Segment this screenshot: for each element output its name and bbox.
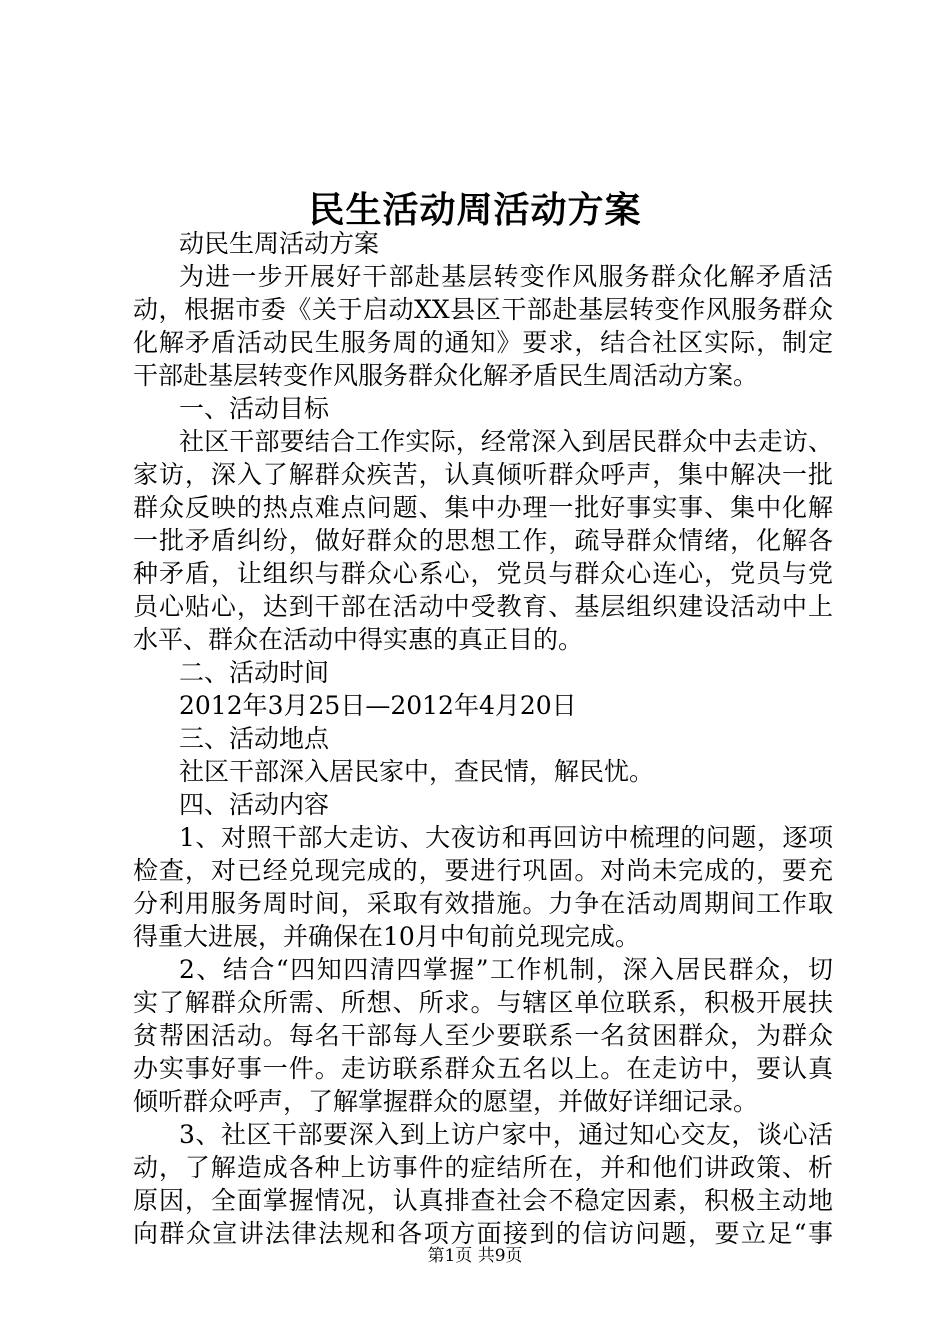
text-line: 群众反映的热点难点问题、集中办理一批好事实事、集中化解 xyxy=(133,493,833,522)
text-line: 办实事好事一件。走访联系群众五名以上。在走访中，要认真 xyxy=(133,1054,833,1083)
text-line: 社区干部要结合工作实际，经常深入到居民群众中去走访、 xyxy=(179,427,833,456)
text-line: 一批矛盾纠纷，做好群众的思想工作，疏导群众情绪，化解各 xyxy=(133,526,833,555)
text-line: 员心贴心，达到干部在活动中受教育、基层组织建设活动中上 xyxy=(133,592,833,621)
text-line: 种矛盾，让组织与群众心系心，党员与群众心连心，党员与党 xyxy=(133,559,833,588)
text-line: 二、活动时间 xyxy=(179,658,330,687)
text-line: 三、活动地点 xyxy=(179,724,330,753)
text-line: 贫帮困活动。每名干部每人至少要联系一名贫困群众，为群众 xyxy=(133,1021,833,1050)
text-line: 2012年3月25日—2012年4月20日 xyxy=(179,691,577,720)
text-line: 一、活动目标 xyxy=(179,394,330,423)
text-line: 动民生周活动方案 xyxy=(179,229,380,258)
text-line: 动，了解造成各种上访事件的症结所在，并和他们讲政策、析 xyxy=(133,1153,833,1182)
text-line: 四、活动内容 xyxy=(179,790,330,819)
text-line: 为进一步开展好干部赴基层转变作风服务群众化解矛盾活 xyxy=(179,262,833,291)
text-line: 3、社区干部要深入到上访户家中，通过知心交友，谈心活 xyxy=(179,1120,833,1149)
text-line: 干部赴基层转变作风服务群众化解矛盾民生周活动方案。 xyxy=(133,361,759,390)
document-title: 民生活动周活动方案 xyxy=(308,189,642,231)
document-body xyxy=(133,227,833,1250)
text-line: 向群众宣讲法律法规和各项方面接到的信访问题，要立足“事 xyxy=(133,1219,833,1248)
text-line: 水平、群众在活动中得实惠的真正目的。 xyxy=(133,625,584,654)
text-line: 分利用服务周时间，采取有效措施。力争在活动周期间工作取 xyxy=(133,889,833,918)
text-line: 实了解群众所需、所想、所求。与辖区单位联系，积极开展扶 xyxy=(133,988,833,1017)
text-line: 2、结合“四知四清四掌握”工作机制，深入居民群众，切 xyxy=(179,955,833,984)
text-line: 得重大进展，并确保在10月中旬前兑现完成。 xyxy=(133,922,640,951)
text-line: 原因，全面掌握情况，认真排查社会不稳定因素，积极主动地 xyxy=(133,1186,833,1215)
text-line: 动，根据市委《关于启动XX县区干部赴基层转变作风服务群众 xyxy=(133,295,833,324)
text-line: 化解矛盾活动民生服务周的通知》要求，结合社区实际，制定 xyxy=(133,328,833,357)
text-line: 1、对照干部大走访、大夜访和再回访中梳理的问题，逐项 xyxy=(179,823,833,852)
page-footer: 第1页 共9页 xyxy=(427,1246,523,1266)
text-line: 家访，深入了解群众疾苦，认真倾听群众呼声，集中解决一批 xyxy=(133,460,833,489)
text-line: 检查，对已经兑现完成的，要进行巩固。对尚未完成的，要充 xyxy=(133,856,833,885)
text-line: 社区干部深入居民家中，查民情，解民忧。 xyxy=(179,757,655,786)
text-line: 倾听群众呼声，了解掌握群众的愿望，并做好详细记录。 xyxy=(133,1087,759,1116)
